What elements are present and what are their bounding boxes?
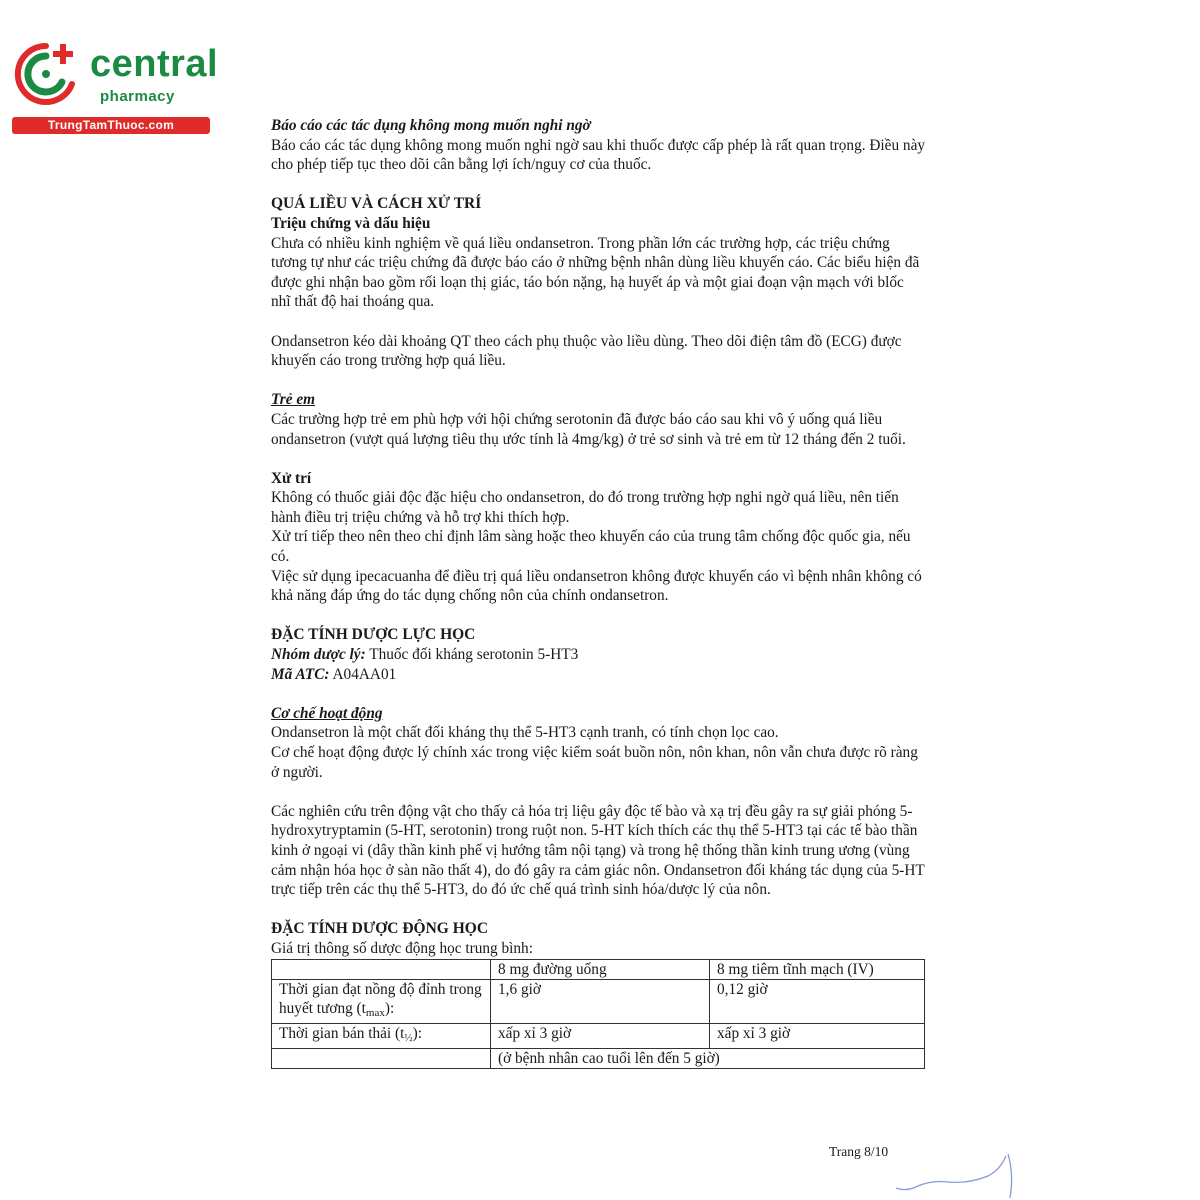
report-paragraph: Báo cáo các tác dụng không mong muốn nghi ngờ sau khi thuốc được cấp phép là rất quan trọng. Điều này cho phép tiếp tục theo dõi cân bằng lợi ích/nguy cơ của thuốc. <box>271 136 926 174</box>
children-heading: Trẻ em <box>271 391 316 409</box>
mechanism-paragraph-3: Các nghiên cứu trên động vật cho thấy cả hóa trị liệu gây độc tế bào và xạ trị đều gây ra sự giải phóng 5-hydroxytryptamin (5-HT, serotonin) trong ruột non. 5-HT kích thích các thụ thể 5-HT3 tại các tế bào thần kinh ở ngoại vi (dây thần kinh phế vị hướng tâm nội tạng) và trong hệ thống thần kinh trung ương (vùng cảm nhận hóa học ở sàn não thất 4), do đó gây ra cảm giác nôn. Ondansetron đối kháng tác dụng của 5-HT trực tiếp trên các thụ thể 5-HT3, do đó ức chế quá trình sinh hóa/dược lý của nôn. <box>271 802 925 899</box>
pharmacodynamics-heading: ĐẶC TÍNH DƯỢC LỰC HỌC <box>271 626 476 644</box>
logo-sub-text: pharmacy <box>100 88 175 105</box>
pharm-group-line <box>271 645 927 665</box>
col-header-oral: 8 mg đường uống <box>491 959 710 979</box>
symptoms-heading: Triệu chứng và dấu hiệu <box>271 214 431 232</box>
table-row <box>272 959 925 979</box>
mechanism-heading: Cơ chế hoạt động <box>271 704 383 722</box>
atc-label: Mã ATC: <box>271 665 330 683</box>
row-label-tmax-sub: max <box>365 1006 385 1019</box>
treatment-heading: Xử trí <box>271 469 312 487</box>
cell-half-life-iv: xấp xỉ 3 giờ <box>710 1023 925 1048</box>
treatment-paragraph-2: Xử trí tiếp theo nên theo chỉ định lâm sàng hoặc theo khuyến cáo của trung tâm chống độc quốc gia, nếu có. <box>271 528 911 566</box>
pharm-group-label: Nhóm dược lý: <box>271 646 366 664</box>
atc-value: A04AA01 <box>332 665 397 683</box>
cell-elderly-note: (ở bệnh nhân cao tuổi lên đến 5 giờ) <box>491 1048 925 1068</box>
table-row <box>272 979 925 1023</box>
report-heading: Báo cáo các tác dụng không mong muốn nghi ngờ <box>271 117 591 134</box>
pharm-group-value: Thuốc đối kháng serotonin 5-HT3 <box>369 646 579 664</box>
row-label-half-life-tail: ): <box>412 1024 422 1042</box>
table-row <box>272 1023 925 1048</box>
pk-table <box>271 959 925 1069</box>
cell-half-life-oral: xấp xỉ 3 giờ <box>491 1023 710 1048</box>
mechanism-paragraph-2: Cơ chế hoạt động được lý chính xác trong việc kiểm soát buồn nôn, nôn khan, nôn vẫn chưa được rõ ràng ở người. <box>271 744 918 781</box>
logo-url-banner: TrungTamThuoc.com <box>12 117 210 134</box>
children-paragraph: Các trường hợp trẻ em phù hợp với hội chứng serotonin đã được báo cáo sau khi vô ý uống quá liều ondansetron (vượt quá lượng tiêu thụ ước tính là 4mg/kg) ở trẻ sơ sinh và trẻ em từ 12 tháng đến 2 tuổi. <box>271 410 906 448</box>
symptoms-paragraph: Chưa có nhiều kinh nghiệm về quá liều ondansetron. Trong phần lớn các trường hợp, các triệu chứng tương tự như các triệu chứng đã được báo cáo ở những bệnh nhân dùng liều khuyến cáo. Các biểu hiện đã được ghi nhận bao gồm rối loạn thị giác, táo bón nặng, hạ huyết áp và một giai đoạn vận mạch với blốc nhĩ thất độ hai thoáng qua. <box>271 234 920 311</box>
table-cell-empty <box>272 1048 491 1068</box>
table-cell-empty <box>272 959 491 979</box>
page-number: Trang 8/10 <box>829 1144 889 1159</box>
treatment-paragraph-3: Việc sử dụng ipecacuanha để điều trị quá liều ondansetron không được khuyến cáo vì bệnh nhân không có khả năng đáp ứng do tác dụng chống nôn của chính ondansetron. <box>271 567 922 605</box>
row-label-tmax-tail: ): <box>384 999 395 1017</box>
pharmacokinetics-heading: ĐẶC TÍNH DƯỢC ĐỘNG HỌC <box>271 920 489 938</box>
pk-intro: Giá trị thông số dược động học trung bình: <box>271 939 533 957</box>
table-row <box>272 1048 925 1068</box>
row-label-tmax <box>272 979 491 1023</box>
col-header-iv: 8 mg tiêm tĩnh mạch (IV) <box>710 959 925 979</box>
cell-tmax-iv: 0,12 giờ <box>710 979 925 1023</box>
pharmacy-cross-icon <box>10 38 82 110</box>
signature-stamp-mark <box>888 1150 1028 1200</box>
atc-line <box>271 665 927 685</box>
row-label-half-life-sub: ½ <box>404 1031 413 1044</box>
central-pharmacy-logo <box>10 36 219 136</box>
row-label-half-life <box>272 1023 491 1048</box>
cell-tmax-oral: 1,6 giờ <box>491 979 710 1023</box>
treatment-paragraph-1: Không có thuốc giải độc đặc hiệu cho ondansetron, do đó trong trường hợp nghi ngờ quá liều, nên tiến hành điều trị triệu chứng và hỗ trợ khi thích hợp. <box>271 489 899 526</box>
row-label-half-life-text: Thời gian bán thải (t <box>279 1024 405 1042</box>
mechanism-paragraph-1: Ondansetron là một chất đối kháng thụ thể 5-HT3 cạnh tranh, có tính chọn lọc cao. <box>271 724 779 742</box>
document-body <box>271 116 927 1069</box>
logo-brand-text: central <box>90 43 219 85</box>
overdose-heading: QUÁ LIỀU VÀ CÁCH XỬ TRÍ <box>271 195 482 213</box>
qt-paragraph: Ondansetron kéo dài khoảng QT theo cách phụ thuộc vào liều dùng. Theo dõi điện tâm đồ (ECG) được khuyến cáo trong trường hợp quá liều. <box>271 332 902 370</box>
row-label-tmax-text: Thời gian đạt nồng độ đỉnh trong huyết tương (t <box>279 980 482 1017</box>
